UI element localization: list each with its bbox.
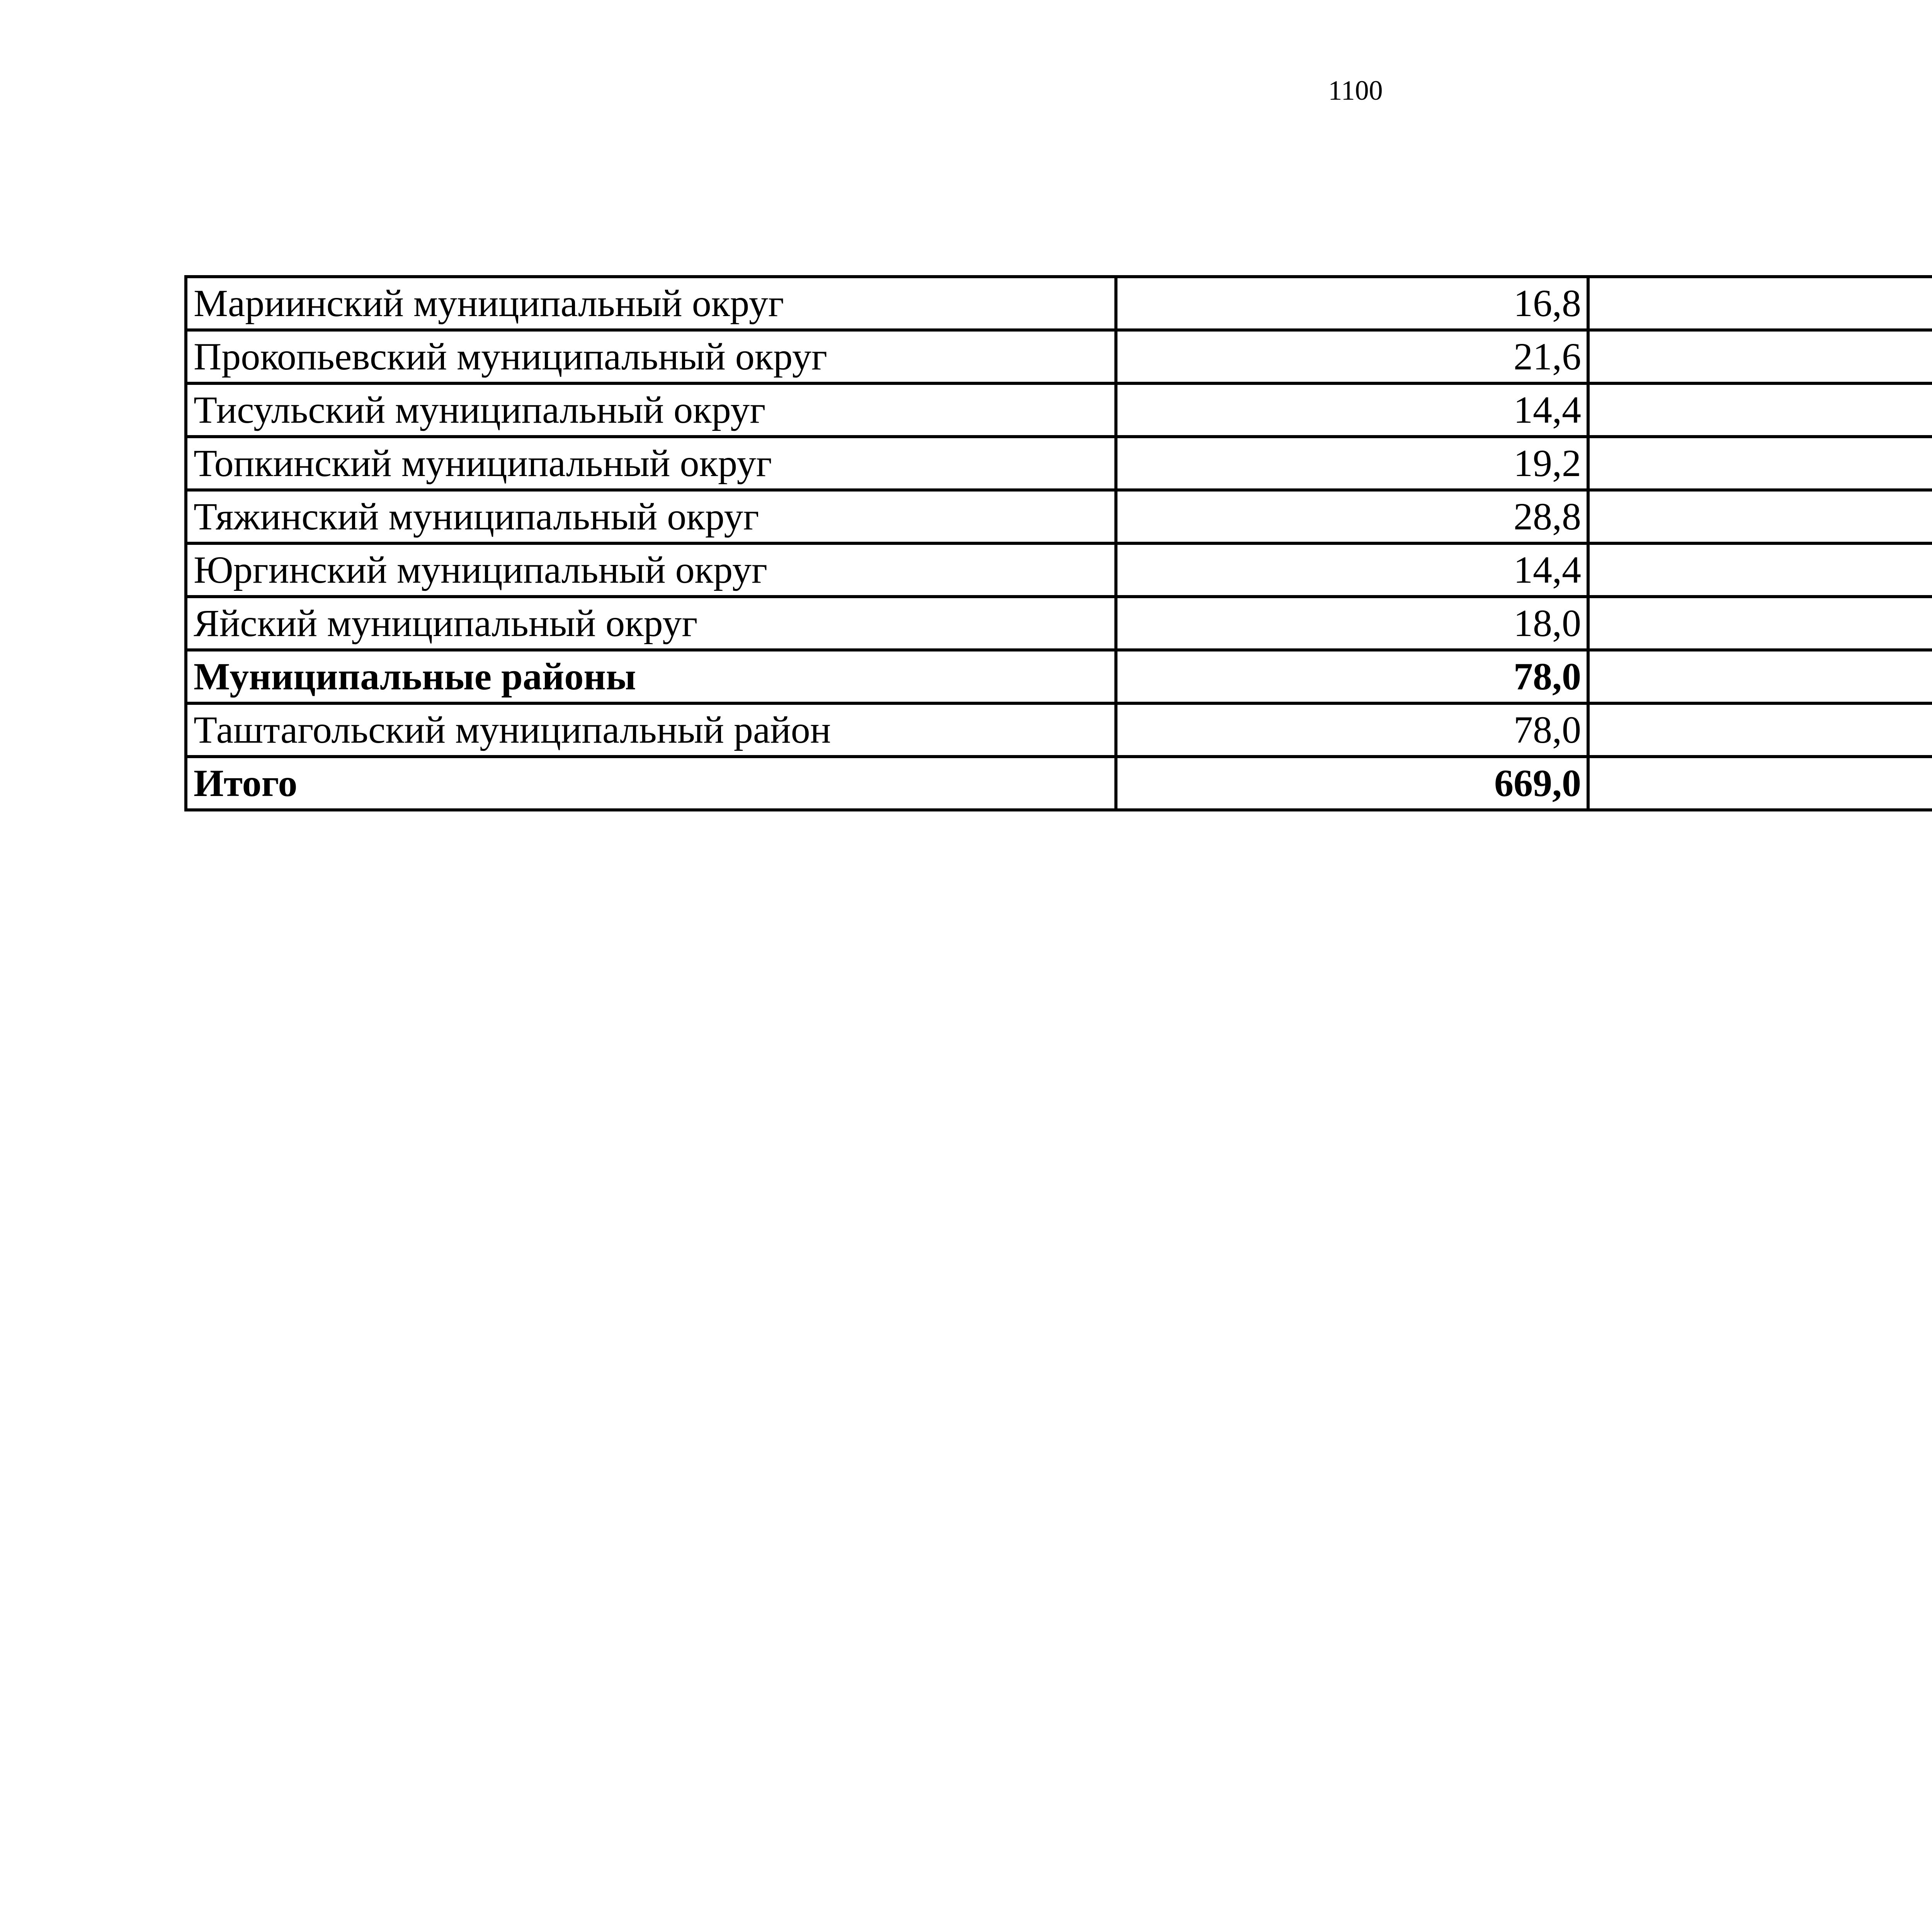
table-row (186, 490, 1932, 543)
table-row (186, 437, 1932, 490)
value-cell: 19,2 (1116, 437, 1588, 490)
value-cell: 14,4 (1116, 543, 1588, 597)
page-number: 1100 (1328, 75, 1383, 106)
total-row (186, 757, 1932, 810)
row-name-cell: Тисульский муниципальный округ (186, 383, 1116, 437)
table-row (186, 330, 1932, 383)
value-cell (1588, 543, 1932, 597)
value-cell (1588, 490, 1932, 543)
value-cell: 28,8 (1116, 490, 1588, 543)
row-name-cell: Топкинский муниципальный округ (186, 437, 1116, 490)
row-name-cell: Прокопьевский муниципальный округ (186, 330, 1116, 383)
row-name-cell: Яйский муниципальный округ (186, 597, 1116, 650)
table-row (186, 383, 1932, 437)
value-cell: 78,0 (1116, 703, 1588, 757)
value-cell (1588, 437, 1932, 490)
row-name-cell: Мариинский муниципальный округ (186, 277, 1116, 330)
value-cell (1588, 757, 1932, 810)
section-header-row (186, 650, 1932, 703)
value-cell: 669,0 (1116, 757, 1588, 810)
value-cell (1588, 597, 1932, 650)
budget-table (184, 275, 1932, 811)
value-cell (1588, 277, 1932, 330)
row-name-cell: Муниципальные районы (186, 650, 1116, 703)
value-cell: 18,0 (1116, 597, 1588, 650)
value-cell: 78,0 (1116, 650, 1588, 703)
row-name-cell: Таштагольский муниципальный район (186, 703, 1116, 757)
value-cell: 21,6 (1116, 330, 1588, 383)
table-row (186, 543, 1932, 597)
budget-table-body (186, 277, 1932, 810)
value-cell: 16,8 (1116, 277, 1588, 330)
row-name-cell: Итого (186, 757, 1116, 810)
row-name-cell: Юргинский муниципальный округ (186, 543, 1116, 597)
table-row (186, 597, 1932, 650)
row-name-cell: Тяжинский муниципальный округ (186, 490, 1116, 543)
value-cell (1588, 650, 1932, 703)
value-cell (1588, 383, 1932, 437)
value-cell (1588, 703, 1932, 757)
table-row (186, 277, 1932, 330)
value-cell (1588, 330, 1932, 383)
table-row (186, 703, 1932, 757)
value-cell: 14,4 (1116, 383, 1588, 437)
